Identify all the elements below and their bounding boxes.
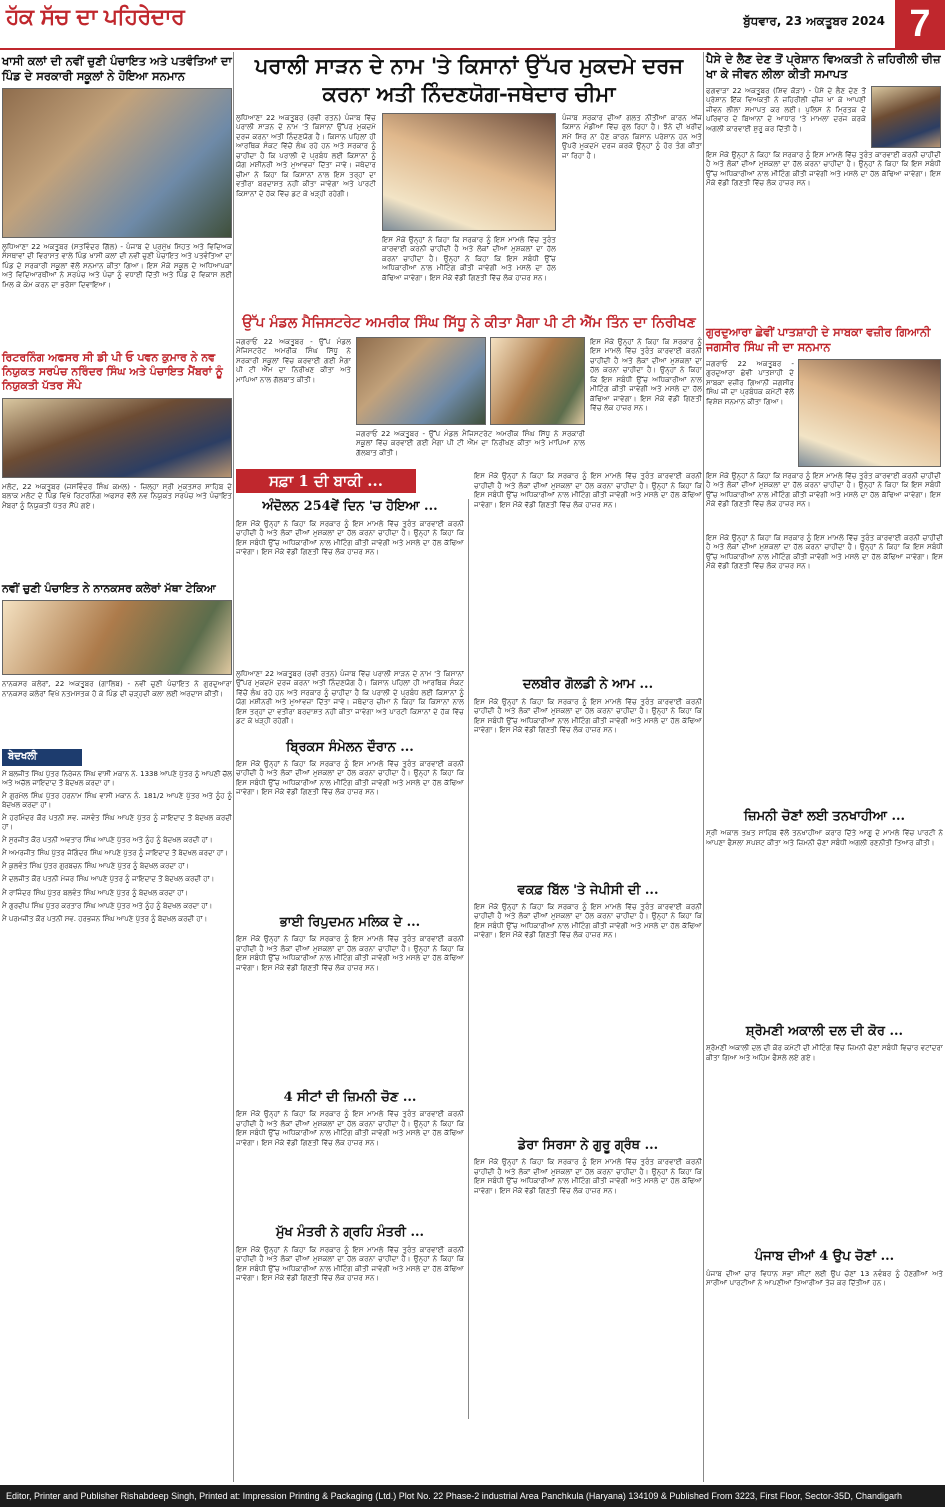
- right-headline-2: ਗੁਰਦੁਆਰਾ ਛੇਵੀਂ ਪਾਤਸ਼ਾਹੀ ਦੇ ਸਾਬਕਾ ਵਜ਼ੀਰ ਗਿਆਨੀ ਜਗਸੀਰ ਸਿੰਘ ਜੀ ਦਾ ਸਨਮਾਨ: [706, 324, 931, 354]
- continued-text: ਇਸ ਮੌਕੇ ਉਨ੍ਹਾਂ ਨੇ ਕਿਹਾ ਕਿ ਸਰਕਾਰ ਨੂੰ ਇਸ ਮਾਮਲੇ ਵਿੱਚ ਤੁਰੰਤ ਕਾਰਵਾਈ ਕਰਨੀ ਚਾਹੀਦੀ ਹੈ ਅਤੇ ਲੋਕਾਂ ਦੀਆਂ ਮੁਸ਼ਕਲਾਂ ਦਾ ਹੱਲ ਕਰਨਾ ਚਾਹੀਦਾ ਹੈ। ਉਨ੍ਹਾਂ ਨੇ ਕਿਹਾ ਕਿ ਇਸ ਸਬੰਧੀ ਉੱਚ ਅਧਿਕਾਰੀਆਂ ਨਾਲ ਮੀਟਿੰਗ ਕੀਤੀ ਜਾਵੇਗੀ ਅਤੇ ਮਸਲੇ ਦਾ ਹੱਲ ਕੱਢਿਆ ਜਾਵੇਗਾ। ਇਸ ਮੌਕੇ ਵੱਡੀ ਗਿਣਤੀ ਵਿੱਚ ਲੋਕ ਹਾਜ਼ਰ ਸਨ।: [474, 696, 702, 735]
- sdm-story-text: ਜਗਰਾਓਂ 22 ਅਕਤੂਬਰ - ਉੱਪ ਮੰਡਲ ਮੈਜਿਸਟਰੇਟ ਅਮਰੀਕ ਸਿੰਘ ਸਿੱਧੂ ਨੇ ਸਰਕਾਰੀ ਸਕੂਲਾਂ ਵਿੱਚ ਕਰਵਾਈ ਗਈ ਮੈਗਾ ਪੀ ਟੀ ਐੱਮ ਦਾ ਨਿਰੀਖਣ ਕੀਤਾ ਅਤੇ ਮਾਪਿਆਂ ਨਾਲ ਗੱਲਬਾਤ ਕੀਤੀ।: [236, 336, 351, 384]
- continued-text: ਲੁਧਿਆਣਾ 22 ਅਕਤੂਬਰ (ਰਵੀ ਰਤਨ) ਪੰਜਾਬ ਵਿੱਚ ਪਰਾਲੀ ਸਾੜਨ ਦੇ ਨਾਮ 'ਤੇ ਕਿਸਾਨਾਂ ਉੱਪਰ ਮੁਕਦਮੇ ਦਰਜ ਕਰਨਾ ਅਤੀ ਨਿੰਦਣਯੋਗ ਹੈ। ਕਿਸਾਨ ਪਹਿਲਾਂ ਹੀ ਆਰਥਿਕ ਸੰਕਟ ਵਿੱਚੋਂ ਲੰਘ ਰਹੇ ਹਨ ਅਤੇ ਸਰਕਾਰ ਨੂੰ ਚਾਹੀਦਾ ਹੈ ਕਿ ਪਰਾਲੀ ਦੇ ਪ੍ਰਬੰਧ ਲਈ ਕਿਸਾਨਾਂ ਨੂੰ ਯੋਗ ਮਸ਼ੀਨਰੀ ਅਤੇ ਮੁਆਵਜ਼ਾ ਦਿੱਤਾ ਜਾਵੇ। ਜਥੇਦਾਰ ਚੀਮਾ ਨੇ ਕਿਹਾ ਕਿ ਕਿਸਾਨਾਂ ਨਾਲ ਇਸ ਤਰ੍ਹਾਂ ਦਾ ਵਤੀਰਾ ਬਰਦਾਸ਼ਤ ਨਹੀਂ ਕੀਤਾ ਜਾਵੇਗਾ ਅਤੇ ਪਾਰਟੀ ਕਿਸਾਨਾਂ ਦੇ ਹੱਕ ਵਿੱਚ ਡਟ ਕੇ ਖੜ੍ਹੀ ਰਹੇਗੀ।: [236, 668, 464, 726]
- jathedar-cheema-photo: [382, 113, 556, 231]
- continued-headline: ਅੰਦੋਲਨ 254ਵੇਂ ਦਿਨ 'ਚ ਹੋਇਆ ...: [262, 499, 438, 515]
- sdm-story: [236, 337, 702, 459]
- subcolumn-divider: [468, 499, 469, 1419]
- continued-subcolumn-left: [236, 499, 464, 1344]
- continued-text: ਇਸ ਮੌਕੇ ਉਨ੍ਹਾਂ ਨੇ ਕਿਹਾ ਕਿ ਸਰਕਾਰ ਨੂੰ ਇਸ ਮਾਮਲੇ ਵਿੱਚ ਤੁਰੰਤ ਕਾਰਵਾਈ ਕਰਨੀ ਚਾਹੀਦੀ ਹੈ ਅਤੇ ਲੋਕਾਂ ਦੀਆਂ ਮੁਸ਼ਕਲਾਂ ਦਾ ਹੱਲ ਕਰਨਾ ਚਾਹੀਦਾ ਹੈ। ਉਨ੍ਹਾਂ ਨੇ ਕਿਹਾ ਕਿ ਇਸ ਸਬੰਧੀ ਉੱਚ ਅਧਿਕਾਰੀਆਂ ਨਾਲ ਮੀਟਿੰਗ ਕੀਤੀ ਜਾਵੇਗੀ ਅਤੇ ਮਸਲੇ ਦਾ ਹੱਲ ਕੱਢਿਆ ਜਾਵੇਗਾ। ਇਸ ਮੌਕੇ ਵੱਡੀ ਗਿਣਤੀ ਵਿੱਚ ਲੋਕ ਹਾਜ਼ਰ ਸਨ।: [236, 758, 464, 797]
- continued-from-page-1-band: ਸਫ਼ਾ 1 ਦੀ ਬਾਕੀ ...: [236, 469, 416, 494]
- right-column: [706, 52, 943, 1379]
- notice-item: ਮੈਂ ਗੁਰਦੀਪ ਸਿੰਘ ਪੁੱਤਰ ਕਰਤਾਰ ਸਿੰਘ ਆਪਣੇ ਪੁੱਤਰ ਅਤੇ ਨੂੰਹ ਨੂੰ ਬੇਦਖਲ ਕਰਦਾ ਹਾਂ।: [2, 901, 213, 910]
- eviction-notices-list: [2, 770, 232, 1180]
- notice-item: ਮੈਂ ਹਰਮਿੰਦਰ ਕੌਰ ਪਤਨੀ ਸਵ. ਜਸਵੰਤ ਸਿੰਘ ਆਪਣੇ ਪੁੱਤਰ ਨੂੰ ਜਾਇਦਾਦ ਤੋਂ ਬੇਦਖਲ ਕਰਦੀ ਹਾਂ।: [2, 813, 232, 832]
- right-story-2-text: ਜਗਰਾਓਂ 22 ਅਕਤੂਬਰ - ਗੁਰਦੁਆਰਾ ਛੇਵੀਂ ਪਾਤਸ਼ਾਹੀ ਦੇ ਸਾਬਕਾ ਵਜ਼ੀਰ ਗਿਆਨੀ ਜਗਸੀਰ ਸਿੰਘ ਜੀ ਦਾ ਪ੍ਰਬੰਧਕ ਕਮੇਟੀ ਵੱਲੋਂ ਵਿਸ਼ੇਸ਼ ਸਨਮਾਨ ਕੀਤਾ ਗਿਆ।: [706, 358, 794, 406]
- right-headline-1: ਪੈਸੇ ਦੇ ਲੈਣ ਦੇਣ ਤੋਂ ਪ੍ਰੇਸ਼ਾਨ ਵਿਅਕਤੀ ਨੇ ਜ਼ਹਿਰੀਲੀ ਚੀਜ਼ ਖਾ ਕੇ ਜੀਵਨ ਲੀਲਾ ਕੀਤੀ ਸਮਾਪਤ: [706, 52, 941, 81]
- newspaper-title: ਹੱਕ ਸੱਚ ਦਾ ਪਹਿਰੇਦਾਰ: [6, 4, 185, 30]
- left-headline-3: ਨਵੀਂ ਚੁਣੀ ਪੰਚਾਇਤ ਨੇ ਨਾਨਕਸਰ ਕਲੇਰਾਂ ਮੱਥਾ ਟੇਕਿਆ: [2, 581, 216, 595]
- left-article-1: ਲੁਧਿਆਣਾ 22 ਅਕਤੂਬਰ (ਸਤਵਿੰਦਰ ਗਿੱਲ) - ਪੰਜਾਬ ਦੇ ਪ੍ਰਮੁੱਖ ਸਿਹਤ ਅਤੇ ਵਿਦਿਅਕ ਸੰਸਥਾਵਾਂ ਦੀ ਵਿਰਾਸਤ ਵਾਲੇ ਪਿੰਡ ਖਾਸੀ ਕਲਾਂ ਦੀ ਨਵੀਂ ਚੁਣੀ ਪੰਚਾਇਤ ਅਤੇ ਪਤਵੰਤਿਆਂ ਦਾ ਪਿੰਡ ਦੇ ਸਰਕਾਰੀ ਸਕੂਲਾਂ ਵੱਲੋਂ ਸਨਮਾਨ ਕੀਤਾ ਗਿਆ। ਇਸ ਮੌਕੇ ਸਕੂਲ ਦੇ ਅਧਿਆਪਕਾਂ ਅਤੇ ਵਿਦਿਆਰਥੀਆਂ ਨੇ ਸਰਪੰਚ ਅਤੇ ਪੰਚਾਂ ਨੂੰ ਵਧਾਈ ਦਿੱਤੀ ਅਤੇ ਪਿੰਡ ਦੇ ਵਿਕਾਸ ਲਈ ਮਿਲ ਕੇ ਕੰਮ ਕਰਨ ਦਾ ਭਰੋਸਾ ਦਿਵਾਇਆ।: [2, 241, 232, 289]
- right-story-1-text: ਫਗਵਾੜਾ 22 ਅਕਤੂਬਰ (ਸ਼ਿਵ ਕੋੜਾ) - ਪੈਸੇ ਦੇ ਲੈਣ ਦੇਣ ਤੋਂ ਪ੍ਰੇਸ਼ਾਨ ਇੱਕ ਵਿਅਕਤੀ ਨੇ ਜ਼ਹਿਰੀਲੀ ਚੀਜ਼ ਖਾ ਕੇ ਆਪਣੀ ਜੀਵਨ ਲੀਲਾ ਸਮਾਪਤ ਕਰ ਲਈ। ਪੁਲਿਸ ਨੇ ਮ੍ਰਿਤਕ ਦੇ ਪਰਿਵਾਰ ਦੇ ਬਿਆਨਾਂ ਦੇ ਆਧਾਰ 'ਤੇ ਮਾਮਲਾ ਦਰਜ ਕਰਕੇ ਅਗਲੀ ਕਾਰਵਾਈ ਸ਼ੁਰੂ ਕਰ ਦਿੱਤੀ ਹੈ।: [706, 85, 866, 133]
- right-article-3: ਸ੍ਰੀ ਅਕਾਲ ਤਖ਼ਤ ਸਾਹਿਬ ਵੱਲੋਂ ਤਨਖਾਹੀਆ ਕਰਾਰ ਦਿੱਤੇ ਆਗੂ ਦੇ ਮਾਮਲੇ ਵਿੱਚ ਪਾਰਟੀ ਨੇ ਆਪਣਾ ਫੈਸਲਾ ਸਪਸ਼ਟ ਕੀਤਾ ਅਤੇ ਜ਼ਿਮਨੀ ਚੋਣਾਂ ਸਬੰਧੀ ਅਗਲੀ ਰਣਨੀਤੀ ਤਿਆਰ ਕੀਤੀ।: [706, 828, 943, 847]
- continued-subcolumn-right: [474, 471, 702, 1357]
- lead-story-middle: ਇਸ ਮੌਕੇ ਉਨ੍ਹਾਂ ਨੇ ਕਿਹਾ ਕਿ ਸਰਕਾਰ ਨੂੰ ਇਸ ਮਾਮਲੇ ਵਿੱਚ ਤੁਰੰਤ ਕਾਰਵਾਈ ਕਰਨੀ ਚਾਹੀਦੀ ਹੈ ਅਤੇ ਲੋਕਾਂ ਦੀਆਂ ਮੁਸ਼ਕਲਾਂ ਦਾ ਹੱਲ ਕਰਨਾ ਚਾਹੀਦਾ ਹੈ। ਉਨ੍ਹਾਂ ਨੇ ਕਿਹਾ ਕਿ ਇਸ ਸਬੰਧੀ ਉੱਚ ਅਧਿਕਾਰੀਆਂ ਨਾਲ ਮੀਟਿੰਗ ਕੀਤੀ ਜਾਵੇਗੀ ਅਤੇ ਮਸਲੇ ਦਾ ਹੱਲ ਕੱਢਿਆ ਜਾਵੇਗਾ। ਇਸ ਮੌਕੇ ਵੱਡੀ ਗਿਣਤੀ ਵਿੱਚ ਲੋਕ ਹਾਜ਼ਰ ਸਨ।: [382, 234, 556, 282]
- left-column: [2, 52, 232, 1180]
- sdm-story-continued: ਇਸ ਮੌਕੇ ਉਨ੍ਹਾਂ ਨੇ ਕਿਹਾ ਕਿ ਸਰਕਾਰ ਨੂੰ ਇਸ ਮਾਮਲੇ ਵਿੱਚ ਤੁਰੰਤ ਕਾਰਵਾਈ ਕਰਨੀ ਚਾਹੀਦੀ ਹੈ ਅਤੇ ਲੋਕਾਂ ਦੀਆਂ ਮੁਸ਼ਕਲਾਂ ਦਾ ਹੱਲ ਕਰਨਾ ਚਾਹੀਦਾ ਹੈ। ਉਨ੍ਹਾਂ ਨੇ ਕਿਹਾ ਕਿ ਇਸ ਸਬੰਧੀ ਉੱਚ ਅਧਿਕਾਰੀਆਂ ਨਾਲ ਮੀਟਿੰਗ ਕੀਤੀ ਜਾਵੇਗੀ ਅਤੇ ਮਸਲੇ ਦਾ ਹੱਲ ਕੱਢਿਆ ਜਾਵੇਗਾ। ਇਸ ਮੌਕੇ ਵੱਡੀ ਗਿਣਤੀ ਵਿੱਚ ਲੋਕ ਹਾਜ਼ਰ ਸਨ।: [590, 336, 702, 413]
- continued-headline: 4 ਸੀਟਾਂ ਦੀ ਜ਼ਿਮਨੀ ਚੋਣ ...: [283, 1090, 417, 1106]
- sdm-photo-caption: ਜਗਰਾਓਂ 22 ਅਕਤੂਬਰ - ਉੱਪ ਮੰਡਲ ਮੈਜਿਸਟਰੇਟ ਅਮਰੀਕ ਸਿੰਘ ਸਿੱਧੂ ਨੇ ਸਰਕਾਰੀ ਸਕੂਲਾਂ ਵਿੱਚ ਕਰਵਾਈ ਗਈ ਮੈਗਾ ਪੀ ਟੀ ਐੱਮ ਦਾ ਨਿਰੀਖਣ ਕੀਤਾ ਅਤੇ ਮਾਪਿਆਂ ਨਾਲ ਗੱਲਬਾਤ ਕੀਤੀ।: [356, 428, 585, 457]
- notice-item: ਮੈਂ ਗੁਰਮੇਲ ਸਿੰਘ ਪੁੱਤਰ ਹਰਨਾਮ ਸਿੰਘ ਵਾਸੀ ਮਕਾਨ ਨੰ. 181/2 ਆਪਣੇ ਪੁੱਤਰ ਅਤੇ ਨੂੰਹ ਨੂੰ ਬੇਦਖਲ ਕਰਦਾ ਹਾਂ।: [2, 791, 232, 809]
- middle-column: [236, 52, 702, 1419]
- left-headline-2: ਰਿਟਰਨਿੰਗ ਅਫਸਰ ਸੀ ਡੀ ਪੀ ਓ ਪਵਨ ਕੁਮਾਰ ਨੇ ਨਵ ਨਿਯੁਕਤ ਸਰਪੰਚ ਨਰਿੰਦਰ ਸਿੰਘ ਅਤੇ ਪੰਚਾਇਤ ਮੈਂਬਰਾਂ ਨੂੰ ਨਿਯੁਕਤੀ ਪੱਤਰ ਸੌਂਪੇ: [2, 350, 223, 393]
- right-continued-text: ਇਸ ਮੌਕੇ ਉਨ੍ਹਾਂ ਨੇ ਕਿਹਾ ਕਿ ਸਰਕਾਰ ਨੂੰ ਇਸ ਮਾਮਲੇ ਵਿੱਚ ਤੁਰੰਤ ਕਾਰਵਾਈ ਕਰਨੀ ਚਾਹੀਦੀ ਹੈ ਅਤੇ ਲੋਕਾਂ ਦੀਆਂ ਮੁਸ਼ਕਲਾਂ ਦਾ ਹੱਲ ਕਰਨਾ ਚਾਹੀਦਾ ਹੈ। ਉਨ੍ਹਾਂ ਨੇ ਕਿਹਾ ਕਿ ਇਸ ਸਬੰਧੀ ਉੱਚ ਅਧਿਕਾਰੀਆਂ ਨਾਲ ਮੀਟਿੰਗ ਕੀਤੀ ਜਾਵੇਗੀ ਅਤੇ ਮਸਲੇ ਦਾ ਹੱਲ ਕੱਢਿਆ ਜਾਵੇਗਾ। ਇਸ ਮੌਕੇ ਵੱਡੀ ਗਿਣਤੀ ਵਿੱਚ ਲੋਕ ਹਾਜ਼ਰ ਸਨ।: [706, 532, 943, 571]
- continued-headline: ਮੁੱਖ ਮੰਤਰੀ ਨੇ ਗ੍ਰਹਿ ਮੰਤਰੀ ...: [275, 1225, 425, 1241]
- continued-text: ਇਸ ਮੌਕੇ ਉਨ੍ਹਾਂ ਨੇ ਕਿਹਾ ਕਿ ਸਰਕਾਰ ਨੂੰ ਇਸ ਮਾਮਲੇ ਵਿੱਚ ਤੁਰੰਤ ਕਾਰਵਾਈ ਕਰਨੀ ਚਾਹੀਦੀ ਹੈ ਅਤੇ ਲੋਕਾਂ ਦੀਆਂ ਮੁਸ਼ਕਲਾਂ ਦਾ ਹੱਲ ਕਰਨਾ ਚਾਹੀਦਾ ਹੈ। ਉਨ੍ਹਾਂ ਨੇ ਕਿਹਾ ਕਿ ਇਸ ਸਬੰਧੀ ਉੱਚ ਅਧਿਕਾਰੀਆਂ ਨਾਲ ਮੀਟਿੰਗ ਕੀਤੀ ਜਾਵੇਗੀ ਅਤੇ ਮਸਲੇ ਦਾ ਹੱਲ ਕੱਢਿਆ ਜਾਵੇਗਾ। ਇਸ ਮੌਕੇ ਵੱਡੀ ਗਿਣਤੀ ਵਿੱਚ ਲੋਕ ਹਾਜ਼ਰ ਸਨ।: [236, 934, 464, 972]
- column-divider: [703, 52, 704, 1482]
- continued-text: ਇਸ ਮੌਕੇ ਉਨ੍ਹਾਂ ਨੇ ਕਿਹਾ ਕਿ ਸਰਕਾਰ ਨੂੰ ਇਸ ਮਾਮਲੇ ਵਿੱਚ ਤੁਰੰਤ ਕਾਰਵਾਈ ਕਰਨੀ ਚਾਹੀਦੀ ਹੈ ਅਤੇ ਲੋਕਾਂ ਦੀਆਂ ਮੁਸ਼ਕਲਾਂ ਦਾ ਹੱਲ ਕਰਨਾ ਚਾਹੀਦਾ ਹੈ। ਉਨ੍ਹਾਂ ਨੇ ਕਿਹਾ ਕਿ ਇਸ ਸਬੰਧੀ ਉੱਚ ਅਧਿਕਾਰੀਆਂ ਨਾਲ ਮੀਟਿੰਗ ਕੀਤੀ ਜਾਵੇਗੀ ਅਤੇ ਮਸਲੇ ਦਾ ਹੱਲ ਕੱਢਿਆ ਜਾਵੇਗਾ। ਇਸ ਮੌਕੇ ਵੱਡੀ ਗਿਣਤੀ ਵਿੱਚ ਲੋਕ ਹਾਜ਼ਰ ਸਨ।: [474, 1157, 702, 1195]
- right-story-2-continued: ਇਸ ਮੌਕੇ ਉਨ੍ਹਾਂ ਨੇ ਕਿਹਾ ਕਿ ਸਰਕਾਰ ਨੂੰ ਇਸ ਮਾਮਲੇ ਵਿੱਚ ਤੁਰੰਤ ਕਾਰਵਾਈ ਕਰਨੀ ਚਾਹੀਦੀ ਹੈ ਅਤੇ ਲੋਕਾਂ ਦੀਆਂ ਮੁਸ਼ਕਲਾਂ ਦਾ ਹੱਲ ਕਰਨਾ ਚਾਹੀਦਾ ਹੈ। ਉਨ੍ਹਾਂ ਨੇ ਕਿਹਾ ਕਿ ਇਸ ਸਬੰਧੀ ਉੱਚ ਅਧਿਕਾਰੀਆਂ ਨਾਲ ਮੀਟਿੰਗ ਕੀਤੀ ਜਾਵੇਗੀ ਅਤੇ ਮਸਲੇ ਦਾ ਹੱਲ ਕੱਢਿਆ ਜਾਵੇਗਾ। ਇਸ ਮੌਕੇ ਵੱਡੀ ਗਿਣਤੀ ਵਿੱਚ ਲੋਕ ਹਾਜ਼ਰ ਸਨ।: [706, 470, 941, 509]
- lead-story-text: ਲੁਧਿਆਣਾ 22 ਅਕਤੂਬਰ (ਰਵੀ ਰਤਨ) ਪੰਜਾਬ ਵਿੱਚ ਪਰਾਲੀ ਸਾੜਨ ਦੇ ਨਾਮ 'ਤੇ ਕਿਸਾਨਾਂ ਉੱਪਰ ਮੁਕਦਮੇ ਦਰਜ ਕਰਨਾ ਅਤੀ ਨਿੰਦਣਯੋਗ ਹੈ। ਕਿਸਾਨ ਪਹਿਲਾਂ ਹੀ ਆਰਥਿਕ ਸੰਕਟ ਵਿੱਚੋਂ ਲੰਘ ਰਹੇ ਹਨ ਅਤੇ ਸਰਕਾਰ ਨੂੰ ਚਾਹੀਦਾ ਹੈ ਕਿ ਪਰਾਲੀ ਦੇ ਪ੍ਰਬੰਧ ਲਈ ਕਿਸਾਨਾਂ ਨੂੰ ਯੋਗ ਮਸ਼ੀਨਰੀ ਅਤੇ ਮੁਆਵਜ਼ਾ ਦਿੱਤਾ ਜਾਵੇ। ਜਥੇਦਾਰ ਚੀਮਾ ਨੇ ਕਿਹਾ ਕਿ ਕਿਸਾਨਾਂ ਨਾਲ ਇਸ ਤਰ੍ਹਾਂ ਦਾ ਵਤੀਰਾ ਬਰਦਾਸ਼ਤ ਨਹੀਂ ਕੀਤਾ ਜਾਵੇਗਾ ਅਤੇ ਪਾਰਟੀ ਕਿਸਾਨਾਂ ਦੇ ਹੱਕ ਵਿੱਚ ਡਟ ਕੇ ਖੜ੍ਹੀ ਰਹੇਗੀ।: [236, 112, 376, 198]
- continued-headline: ਡੇਰਾ ਸਿਰਸਾ ਨੇ ਗੁਰੂ ਗ੍ਰੰਥ ...: [517, 1137, 659, 1153]
- sdm-headline: ਉੱਪ ਮੰਡਲ ਮੈਜਿਸਟਰੇਟ ਅਮਰੀਕ ਸਿੰਘ ਸਿੱਧੂ ਨੇ ਕੀਤਾ ਮੈਗਾ ਪੀ ਟੀ ਐੱਮ ਤਿੰਨ ਦਾ ਨਿਰੀਖਣ: [242, 314, 696, 331]
- left-article-3: ਨਾਨਕਸਰ ਕਲੇਰਾਂ, 22 ਅਕਤੂਬਰ (ਗਾਲਿਬ) - ਨਵੀਂ ਚੁਣੀ ਪੰਚਾਇਤ ਨੇ ਗੁਰਦੁਆਰਾ ਨਾਨਕਸਰ ਕਲੇਰਾਂ ਵਿਖੇ ਨਤਮਸਤਕ ਹੋ ਕੇ ਪਿੰਡ ਦੀ ਚੜ੍ਹਦੀ ਕਲਾ ਲਈ ਅਰਦਾਸ ਕੀਤੀ।: [2, 679, 232, 698]
- continued-headline: ਵਕਫ਼ ਬਿੱਲ 'ਤੇ ਜੇਪੀਸੀ ਦੀ ...: [517, 882, 659, 898]
- lead-headline: ਪਰਾਲੀ ਸਾੜਨ ਦੇ ਨਾਮ 'ਤੇ ਕਿਸਾਨਾਂ ਉੱਪਰ ਮੁਕਦਮੇ ਦਰਜ ਕਰਨਾ ਅਤੀ ਨਿੰਦਣਯੋਗ-ਜਥੇਦਾਰ ਚੀਮਾ: [254, 53, 684, 107]
- continued-text: ਇਸ ਮੌਕੇ ਉਨ੍ਹਾਂ ਨੇ ਕਿਹਾ ਕਿ ਸਰਕਾਰ ਨੂੰ ਇਸ ਮਾਮਲੇ ਵਿੱਚ ਤੁਰੰਤ ਕਾਰਵਾਈ ਕਰਨੀ ਚਾਹੀਦੀ ਹੈ ਅਤੇ ਲੋਕਾਂ ਦੀਆਂ ਮੁਸ਼ਕਲਾਂ ਦਾ ਹੱਲ ਕਰਨਾ ਚਾਹੀਦਾ ਹੈ। ਉਨ੍ਹਾਂ ਨੇ ਕਿਹਾ ਕਿ ਇਸ ਸਬੰਧੀ ਉੱਚ ਅਧਿਕਾਰੀਆਂ ਨਾਲ ਮੀਟਿੰਗ ਕੀਤੀ ਜਾਵੇਗੀ ਅਤੇ ਮਸਲੇ ਦਾ ਹੱਲ ਕੱਢਿਆ ਜਾਵੇਗਾ। ਇਸ ਮੌਕੇ ਵੱਡੀ ਗਿਣਤੀ ਵਿੱਚ ਲੋਕ ਹਾਜ਼ਰ ਸਨ।: [474, 471, 702, 509]
- left-article-2: ਮਲੋਟ, 22 ਅਕਤੂਬਰ (ਜਸਵਿੰਦਰ ਸਿੰਘ ਕਮਲ) - ਜ਼ਿਲ੍ਹਾ ਸ੍ਰੀ ਮੁਕਤਸਰ ਸਾਹਿਬ ਦੇ ਬਲਾਕ ਮਲੋਟ ਦੇ ਪਿੰਡ ਵਿਖੇ ਰਿਟਰਨਿੰਗ ਅਫਸਰ ਵੱਲੋਂ ਨਵ ਨਿਯੁਕਤ ਸਰਪੰਚ ਅਤੇ ਪੰਚਾਇਤ ਮੈਂਬਰਾਂ ਨੂੰ ਨਿਯੁਕਤੀ ਪੱਤਰ ਸੌਂਪੇ ਗਏ।: [2, 481, 232, 510]
- right-story-1-continued: ਇਸ ਮੌਕੇ ਉਨ੍ਹਾਂ ਨੇ ਕਿਹਾ ਕਿ ਸਰਕਾਰ ਨੂੰ ਇਸ ਮਾਮਲੇ ਵਿੱਚ ਤੁਰੰਤ ਕਾਰਵਾਈ ਕਰਨੀ ਚਾਹੀਦੀ ਹੈ ਅਤੇ ਲੋਕਾਂ ਦੀਆਂ ਮੁਸ਼ਕਲਾਂ ਦਾ ਹੱਲ ਕਰਨਾ ਚਾਹੀਦਾ ਹੈ। ਉਨ੍ਹਾਂ ਨੇ ਕਿਹਾ ਕਿ ਇਸ ਸਬੰਧੀ ਉੱਚ ਅਧਿਕਾਰੀਆਂ ਨਾਲ ਮੀਟਿੰਗ ਕੀਤੀ ਜਾਵੇਗੀ ਅਤੇ ਮਸਲੇ ਦਾ ਹੱਲ ਕੱਢਿਆ ਜਾਵੇਗਾ। ਇਸ ਮੌਕੇ ਵੱਡੀ ਗਿਣਤੀ ਵਿੱਚ ਲੋਕ ਹਾਜ਼ਰ ਸਨ।: [706, 149, 941, 188]
- sdm-inspection-photo: [356, 337, 486, 425]
- lead-story: [236, 113, 702, 308]
- continued-text: ਇਸ ਮੌਕੇ ਉਨ੍ਹਾਂ ਨੇ ਕਿਹਾ ਕਿ ਸਰਕਾਰ ਨੂੰ ਇਸ ਮਾਮਲੇ ਵਿੱਚ ਤੁਰੰਤ ਕਾਰਵਾਈ ਕਰਨੀ ਚਾਹੀਦੀ ਹੈ ਅਤੇ ਲੋਕਾਂ ਦੀਆਂ ਮੁਸ਼ਕਲਾਂ ਦਾ ਹੱਲ ਕਰਨਾ ਚਾਹੀਦਾ ਹੈ। ਉਨ੍ਹਾਂ ਨੇ ਕਿਹਾ ਕਿ ਇਸ ਸਬੰਧੀ ਉੱਚ ਅਧਿਕਾਰੀਆਂ ਨਾਲ ਮੀਟਿੰਗ ਕੀਤੀ ਜਾਵੇਗੀ ਅਤੇ ਮਸਲੇ ਦਾ ਹੱਲ ਕੱਢਿਆ ਜਾਵੇਗਾ। ਇਸ ਮੌਕੇ ਵੱਡੀ ਗਿਣਤੀ ਵਿੱਚ ਲੋਕ ਹਾਜ਼ਰ ਸਨ।: [474, 901, 702, 940]
- notice-item: ਮੈਂ ਸੁਰਜੀਤ ਕੌਰ ਪਤਨੀ ਅਵਤਾਰ ਸਿੰਘ ਆਪਣੇ ਪੁੱਤਰ ਅਤੇ ਨੂੰਹ ਨੂੰ ਬੇਦਖਲ ਕਰਦੀ ਹਾਂ।: [2, 836, 213, 845]
- continued-text: ਇਸ ਮੌਕੇ ਉਨ੍ਹਾਂ ਨੇ ਕਿਹਾ ਕਿ ਸਰਕਾਰ ਨੂੰ ਇਸ ਮਾਮਲੇ ਵਿੱਚ ਤੁਰੰਤ ਕਾਰਵਾਈ ਕਰਨੀ ਚਾਹੀਦੀ ਹੈ ਅਤੇ ਲੋਕਾਂ ਦੀਆਂ ਮੁਸ਼ਕਲਾਂ ਦਾ ਹੱਲ ਕਰਨਾ ਚਾਹੀਦਾ ਹੈ। ਉਨ੍ਹਾਂ ਨੇ ਕਿਹਾ ਕਿ ਇਸ ਸਬੰਧੀ ਉੱਚ ਅਧਿਕਾਰੀਆਂ ਨਾਲ ਮੀਟਿੰਗ ਕੀਤੀ ਜਾਵੇਗੀ ਅਤੇ ਮਸਲੇ ਦਾ ਹੱਲ ਕੱਢਿਆ ਜਾਵੇਗਾ। ਇਸ ਮੌਕੇ ਵੱਡੀ ਗਿਣਤੀ ਵਿੱਚ ਲੋਕ ਹਾਜ਼ਰ ਸਨ।: [236, 1109, 464, 1147]
- honour-ceremony-photo: [798, 359, 941, 467]
- notice-item: ਮੈਂ ਪਰਮਜੀਤ ਕੌਰ ਪਤਨੀ ਸਵ. ਹਰਭਜਨ ਸਿੰਘ ਆਪਣੇ ਪੁੱਤਰ ਨੂੰ ਬੇਦਖਲ ਕਰਦੀ ਹਾਂ।: [2, 914, 208, 923]
- right-article-4: ਸ਼੍ਰੋਮਣੀ ਅਕਾਲੀ ਦਲ ਦੀ ਕੋਰ ਕਮੇਟੀ ਦੀ ਮੀਟਿੰਗ ਵਿੱਚ ਜ਼ਿਮਨੀ ਚੋਣਾਂ ਸਬੰਧੀ ਵਿਚਾਰ ਵਟਾਂਦਰਾ ਕੀਤਾ ਗਿਆ ਅਤੇ ਅਹਿਮ ਫੈਸਲੇ ਲਏ ਗਏ।: [706, 1043, 943, 1062]
- issue-date: ਬੁੱਧਵਾਰ, 23 ਅਕਤੂਬਰ 2024: [743, 14, 885, 28]
- column-divider: [233, 52, 234, 1482]
- deceased-person-photo: [871, 86, 941, 148]
- page-number: 7: [895, 0, 945, 48]
- notice-item: ਮੈਂ ਕੁਲਵੰਤ ਸਿੰਘ ਪੁੱਤਰ ਗੁਰਬਚਨ ਸਿੰਘ ਆਪਣੇ ਪੁੱਤਰ ਨੂੰ ਬੇਦਖਲ ਕਰਦਾ ਹਾਂ।: [2, 862, 190, 871]
- notice-item: ਮੈਂ ਅਮਰਜੀਤ ਸਿੰਘ ਪੁੱਤਰ ਜੋਗਿੰਦਰ ਸਿੰਘ ਆਪਣੇ ਪੁੱਤਰ ਨੂੰ ਜਾਇਦਾਦ ਤੋਂ ਬੇਦਖਲ ਕਰਦਾ ਹਾਂ।: [2, 849, 228, 858]
- appointment-letter-photo: [2, 398, 232, 478]
- school-honour-photo: [2, 88, 232, 238]
- panchayat-gurdwara-photo: [2, 600, 232, 675]
- continued-headline: ਬ੍ਰਿਕਸ ਸੰਮੇਲਨ ਦੌਰਾਨ ...: [286, 739, 414, 755]
- notice-item: ਮੈਂ ਰਾਜਿੰਦਰ ਸਿੰਘ ਪੁੱਤਰ ਬਲਵੰਤ ਸਿੰਘ ਆਪਣੇ ਪੁੱਤਰ ਨੂੰ ਬੇਦਖਲ ਕਰਦਾ ਹਾਂ।: [2, 888, 189, 897]
- eviction-notices-band: ਬੇਦਖਲੀ: [2, 749, 82, 766]
- left-headline-1: ਖਾਸੀ ਕਲਾਂ ਦੀ ਨਵੀਂ ਚੁਣੀ ਪੰਚਾਇਤ ਅਤੇ ਪਤਵੰਤਿਆਂ ਦਾ ਪਿੰਡ ਦੇ ਸਰਕਾਰੀ ਸਕੂਲਾਂ ਨੇ ਹੋਇਆ ਸਨਮਾਨ: [2, 54, 232, 83]
- imprint-footer: Editor, Printer and Publisher Rishabdeep Singh, Printed at: Impression Printing & Packaging (Ltd.) Plot No. 22 Phase-2 industrial Area Panchkula (Haryana) 134109 & Published From 3223, First Floor, Sector-35D, Chandigarh: [0, 1485, 945, 1507]
- right-headline-4: ਸ਼੍ਰੋਮਣੀ ਅਕਾਲੀ ਦਲ ਦੀ ਕੋਰ ...: [745, 1024, 904, 1039]
- continued-text: ਇਸ ਮੌਕੇ ਉਨ੍ਹਾਂ ਨੇ ਕਿਹਾ ਕਿ ਸਰਕਾਰ ਨੂੰ ਇਸ ਮਾਮਲੇ ਵਿੱਚ ਤੁਰੰਤ ਕਾਰਵਾਈ ਕਰਨੀ ਚਾਹੀਦੀ ਹੈ ਅਤੇ ਲੋਕਾਂ ਦੀਆਂ ਮੁਸ਼ਕਲਾਂ ਦਾ ਹੱਲ ਕਰਨਾ ਚਾਹੀਦਾ ਹੈ। ਉਨ੍ਹਾਂ ਨੇ ਕਿਹਾ ਕਿ ਇਸ ਸਬੰਧੀ ਉੱਚ ਅਧਿਕਾਰੀਆਂ ਨਾਲ ਮੀਟਿੰਗ ਕੀਤੀ ਜਾਵੇਗੀ ਅਤੇ ਮਸਲੇ ਦਾ ਹੱਲ ਕੱਢਿਆ ਜਾਵੇਗਾ। ਇਸ ਮੌਕੇ ਵੱਡੀ ਗਿਣਤੀ ਵਿੱਚ ਲੋਕ ਹਾਜ਼ਰ ਸਨ।: [236, 518, 464, 557]
- notice-item: ਮੈਂ ਬਲਜੀਤ ਸਿੰਘ ਪੁੱਤਰ ਨਿਰੰਜਨ ਸਿੰਘ ਵਾਸੀ ਮਕਾਨ ਨੰ. 1338 ਆਪਣੇ ਪੁੱਤਰ ਨੂੰ ਆਪਣੀ ਚੱਲ ਅਤੇ ਅਚੱਲ ਜਾਇਦਾਦ ਤੋਂ ਬੇਦਖਲ ਕਰਦਾ ਹਾਂ।: [2, 769, 232, 787]
- right-headline-3: ਜ਼ਿਮਨੀ ਚੋਣਾਂ ਲਈ ਤਨਖਾਹੀਆ ...: [743, 808, 906, 824]
- sdm-meeting-photo: [490, 337, 585, 425]
- notice-item: ਮੈਂ ਦਲਜੀਤ ਕੌਰ ਪਤਨੀ ਮੇਜਰ ਸਿੰਘ ਆਪਣੇ ਪੁੱਤਰ ਨੂੰ ਜਾਇਦਾਦ ਤੋਂ ਬੇਦਖਲ ਕਰਦੀ ਹਾਂ।: [2, 875, 215, 884]
- lead-story-continued: ਪੰਜਾਬ ਸਰਕਾਰ ਦੀਆਂ ਗਲਤ ਨੀਤੀਆਂ ਕਾਰਨ ਅੱਜ ਕਿਸਾਨ ਮੰਡੀਆਂ ਵਿੱਚ ਰੁਲ ਰਿਹਾ ਹੈ। ਝੋਨੇ ਦੀ ਖਰੀਦ ਸਮੇਂ ਸਿਰ ਨਾ ਹੋਣ ਕਾਰਨ ਕਿਸਾਨ ਪਰੇਸ਼ਾਨ ਹਨ ਅਤੇ ਉਪਰੋਂ ਮੁਕਦਮੇ ਦਰਜ ਕਰਕੇ ਉਨ੍ਹਾਂ ਨੂੰ ਹੋਰ ਤੰਗ ਕੀਤਾ ਜਾ ਰਿਹਾ ਹੈ।: [562, 112, 702, 160]
- right-headline-5: ਪੰਜਾਬ ਦੀਆਂ 4 ਉਪ ਚੋਣਾਂ ...: [754, 1249, 895, 1265]
- continued-headline: ਭਾਈ ਰਿਪੁਦਮਨ ਮਲਿਕ ਦੇ ...: [279, 914, 421, 930]
- right-article-5: ਪੰਜਾਬ ਦੀਆਂ ਚਾਰ ਵਿਧਾਨ ਸਭਾ ਸੀਟਾਂ ਲਈ ਉਪ ਚੋਣਾਂ 13 ਨਵੰਬਰ ਨੂੰ ਹੋਣਗੀਆਂ ਅਤੇ ਸਾਰੀਆਂ ਪਾਰਟੀਆਂ ਨੇ ਆਪਣੀਆਂ ਤਿਆਰੀਆਂ ਤੇਜ਼ ਕਰ ਦਿੱਤੀਆਂ ਹਨ।: [706, 1268, 943, 1287]
- masthead: [0, 0, 945, 50]
- continued-text: ਇਸ ਮੌਕੇ ਉਨ੍ਹਾਂ ਨੇ ਕਿਹਾ ਕਿ ਸਰਕਾਰ ਨੂੰ ਇਸ ਮਾਮਲੇ ਵਿੱਚ ਤੁਰੰਤ ਕਾਰਵਾਈ ਕਰਨੀ ਚਾਹੀਦੀ ਹੈ ਅਤੇ ਲੋਕਾਂ ਦੀਆਂ ਮੁਸ਼ਕਲਾਂ ਦਾ ਹੱਲ ਕਰਨਾ ਚਾਹੀਦਾ ਹੈ। ਉਨ੍ਹਾਂ ਨੇ ਕਿਹਾ ਕਿ ਇਸ ਸਬੰਧੀ ਉੱਚ ਅਧਿਕਾਰੀਆਂ ਨਾਲ ਮੀਟਿੰਗ ਕੀਤੀ ਜਾਵੇਗੀ ਅਤੇ ਮਸਲੇ ਦਾ ਹੱਲ ਕੱਢਿਆ ਜਾਵੇਗਾ। ਇਸ ਮੌਕੇ ਵੱਡੀ ਗਿਣਤੀ ਵਿੱਚ ਲੋਕ ਹਾਜ਼ਰ ਸਨ।: [236, 1244, 464, 1283]
- right-story-1: [706, 86, 943, 321]
- continued-headline: ਦਲਬੀਰ ਗੋਲਡੀ ਨੇ ਆਮ ...: [522, 677, 654, 693]
- right-story-2: [706, 359, 943, 529]
